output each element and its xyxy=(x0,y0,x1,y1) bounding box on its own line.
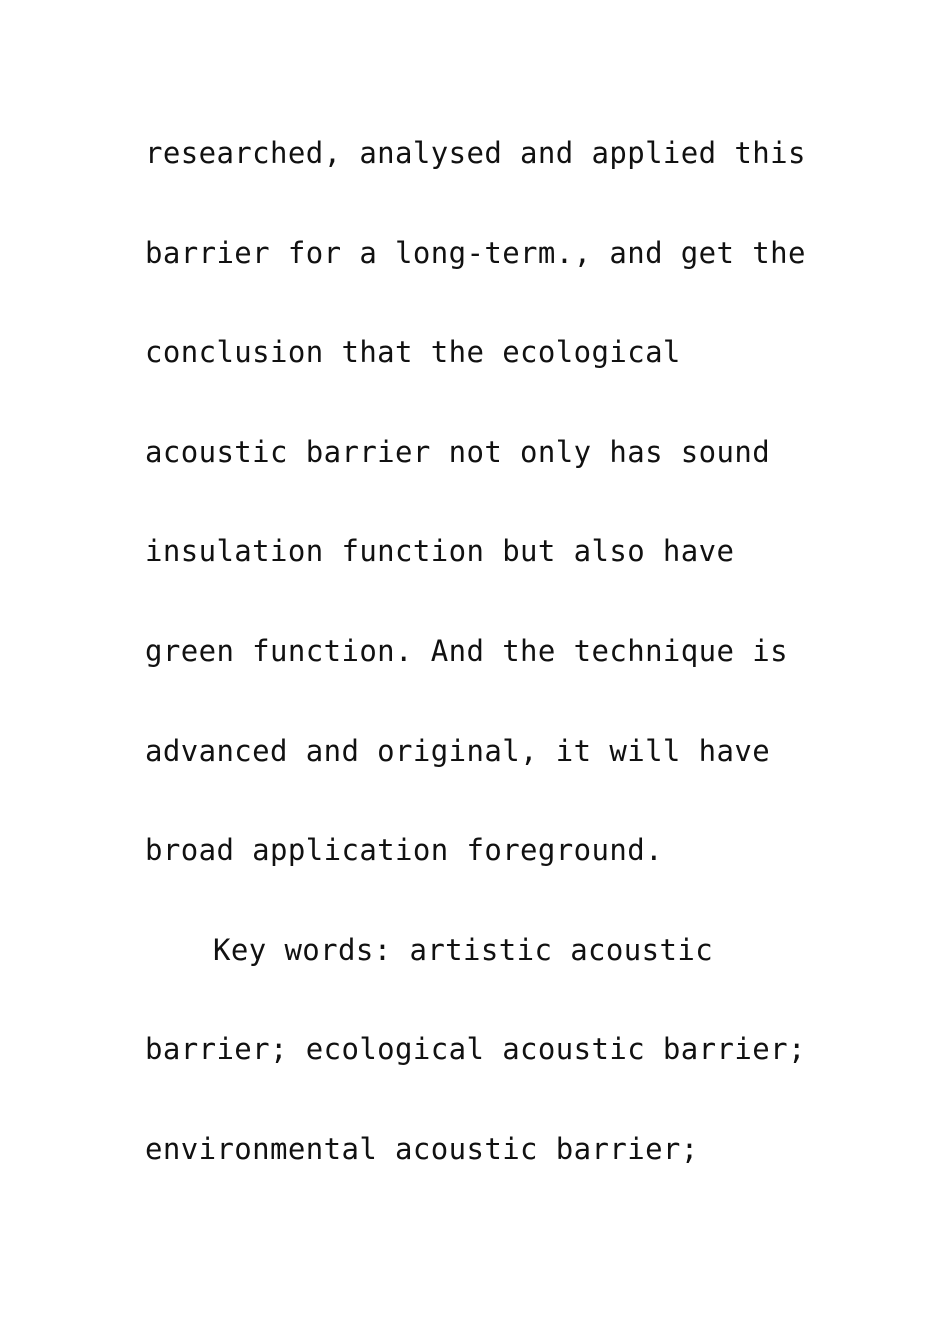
text-line: green function. And the technique is xyxy=(145,633,788,668)
keywords-line: Key words: artistic acoustic xyxy=(213,932,714,967)
text-line: advanced and original, it will have xyxy=(145,733,771,768)
keywords-line: environmental acoustic barrier; xyxy=(145,1131,699,1166)
text-line: barrier for a long-term., and get the xyxy=(145,235,806,270)
abstract-text xyxy=(145,124,825,1220)
text-line: conclusion that the ecological xyxy=(145,335,681,370)
text-line: researched, analysed and applied this xyxy=(145,136,806,170)
text-line: acoustic barrier not only has sound xyxy=(145,434,771,469)
text-line: broad application foreground. xyxy=(145,833,663,868)
keywords-line: barrier; ecological acoustic barrier; xyxy=(145,1032,806,1067)
text-line: insulation function but also have xyxy=(145,534,735,569)
